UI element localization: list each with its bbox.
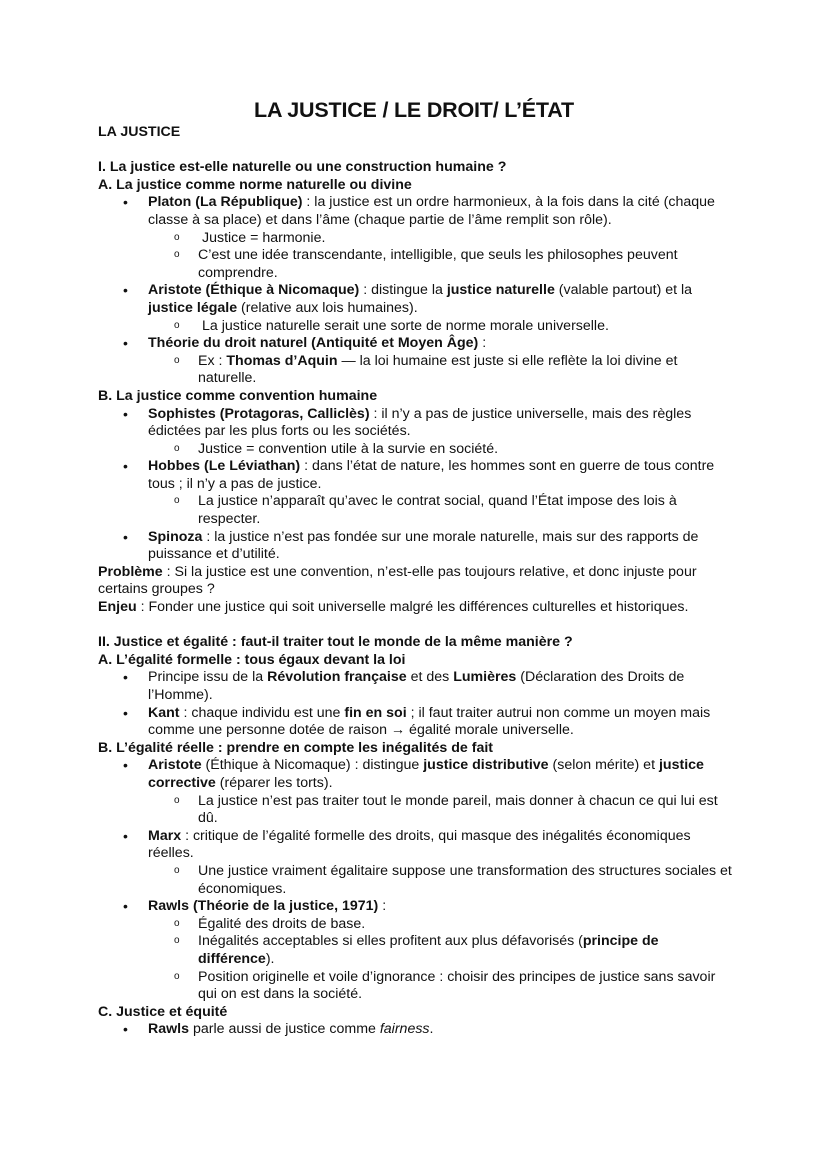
part1-b-heading: B. La justice comme convention humaine — [98, 387, 378, 404]
sub-item: o La justice n’est pas traiter tout le monde pareil, mais donner à chacun ce qui lui est dû. — [98, 793, 738, 828]
sub-item: o Ex : Thomas d’Aquin — la loi humaine est juste si elle reflète la loi divine et naturelle. — [98, 353, 738, 388]
list-item-aristote: • Aristote (Éthique à Nicomaque) : distingue la justice naturelle (valable partout) et la justice légale (relative aux lois humaines). — [98, 282, 738, 317]
enjeu-paragraph: Enjeu : Fonder une justice qui soit universelle malgré les différences culturelles et historiques. — [98, 599, 689, 616]
list-item-droit-naturel: • Théorie du droit naturel (Antiquité et Moyen Âge) : — [98, 335, 738, 353]
part2-heading: II. Justice et égalité : faut-il traiter tout le monde de la même manière ? — [98, 634, 573, 651]
document-body — [98, 124, 738, 1039]
sub-item: o Justice = harmonie. — [98, 230, 738, 248]
spacer — [98, 142, 738, 160]
sub-item: o La justice naturelle serait une sorte de norme morale universelle. — [98, 318, 738, 336]
part2-a-heading: A. L’égalité formelle : tous égaux devant la loi — [98, 651, 406, 668]
list-item-principe: • Principe issu de la Révolution française et des Lumières (Déclaration des Droits de l’Homme). — [98, 669, 738, 704]
list-item-spinoza: • Spinoza : la justice n’est pas fondée sur une morale naturelle, mais sur des rapports de puissance et d’utilité. — [98, 529, 738, 564]
section-heading: LA JUSTICE — [98, 124, 181, 140]
page-title: LA JUSTICE / LE DROIT/ L’ÉTAT — [254, 98, 574, 122]
list-item-rawls-fairness: • Rawls parle aussi de justice comme fairness. — [98, 1021, 738, 1039]
part1-heading: I. La justice est-elle naturelle ou une construction humaine ? — [98, 159, 507, 176]
list-item-sophistes: • Sophistes (Protagoras, Calliclès) : il n’y a pas de justice universelle, mais des règles édictées par les plus forts ou les sociétés. — [98, 406, 738, 441]
sub-item: o Inégalités acceptables si elles profitent aux plus défavorisés (principe de différence). — [98, 933, 738, 968]
list-item-rawls: • Rawls (Théorie de la justice, 1971) : — [98, 898, 738, 916]
list-item-platon: • Platon (La République) : la justice est un ordre harmonieux, à la fois dans la cité (chaque classe à sa place) et dans l’âme (chaque partie de l’âme remplit son rôle). — [98, 194, 738, 229]
list-item-aristote-2: • Aristote (Éthique à Nicomaque) : distingue justice distributive (selon mérite) et justice corrective (réparer les torts). — [98, 757, 738, 792]
list-item-marx: • Marx : critique de l’égalité formelle des droits, qui masque des inégalités économiques réelles. — [98, 828, 738, 863]
sub-item: o Justice = convention utile à la survie en société. — [98, 441, 738, 459]
probleme-paragraph: Problème : Si la justice est une convention, n’est-elle pas toujours relative, et donc injuste pour certains groupes ? — [98, 563, 697, 598]
sub-item: o La justice n’apparaît qu’avec le contrat social, quand l’État impose des lois à respecter. — [98, 493, 738, 528]
part1-a-heading: A. La justice comme norme naturelle ou divine — [98, 176, 412, 193]
part2-c-heading: C. Justice et équité — [98, 1003, 228, 1020]
sub-item: o Une justice vraiment égalitaire suppose une transformation des structures sociales et économiques. — [98, 863, 738, 898]
sub-item: o Égalité des droits de base. — [98, 916, 738, 934]
sub-item: o C’est une idée transcendante, intelligible, que seuls les philosophes peuvent comprendre. — [98, 247, 738, 282]
part2-b-heading: B. L’égalité réelle : prendre en compte les inégalités de fait — [98, 739, 494, 756]
spacer — [98, 617, 738, 635]
sub-item: o Position originelle et voile d’ignorance : choisir des principes de justice sans savoir qui on est dans la société. — [98, 969, 738, 1004]
list-item-hobbes: • Hobbes (Le Léviathan) : dans l’état de nature, les hommes sont en guerre de tous contre tous ; il n’y a pas de justice. — [98, 458, 738, 493]
list-item-kant: • Kant : chaque individu est une fin en soi ; il faut traiter autrui non comme un moyen mais comme une personne dotée de raison → égalité morale universelle. — [98, 705, 738, 740]
